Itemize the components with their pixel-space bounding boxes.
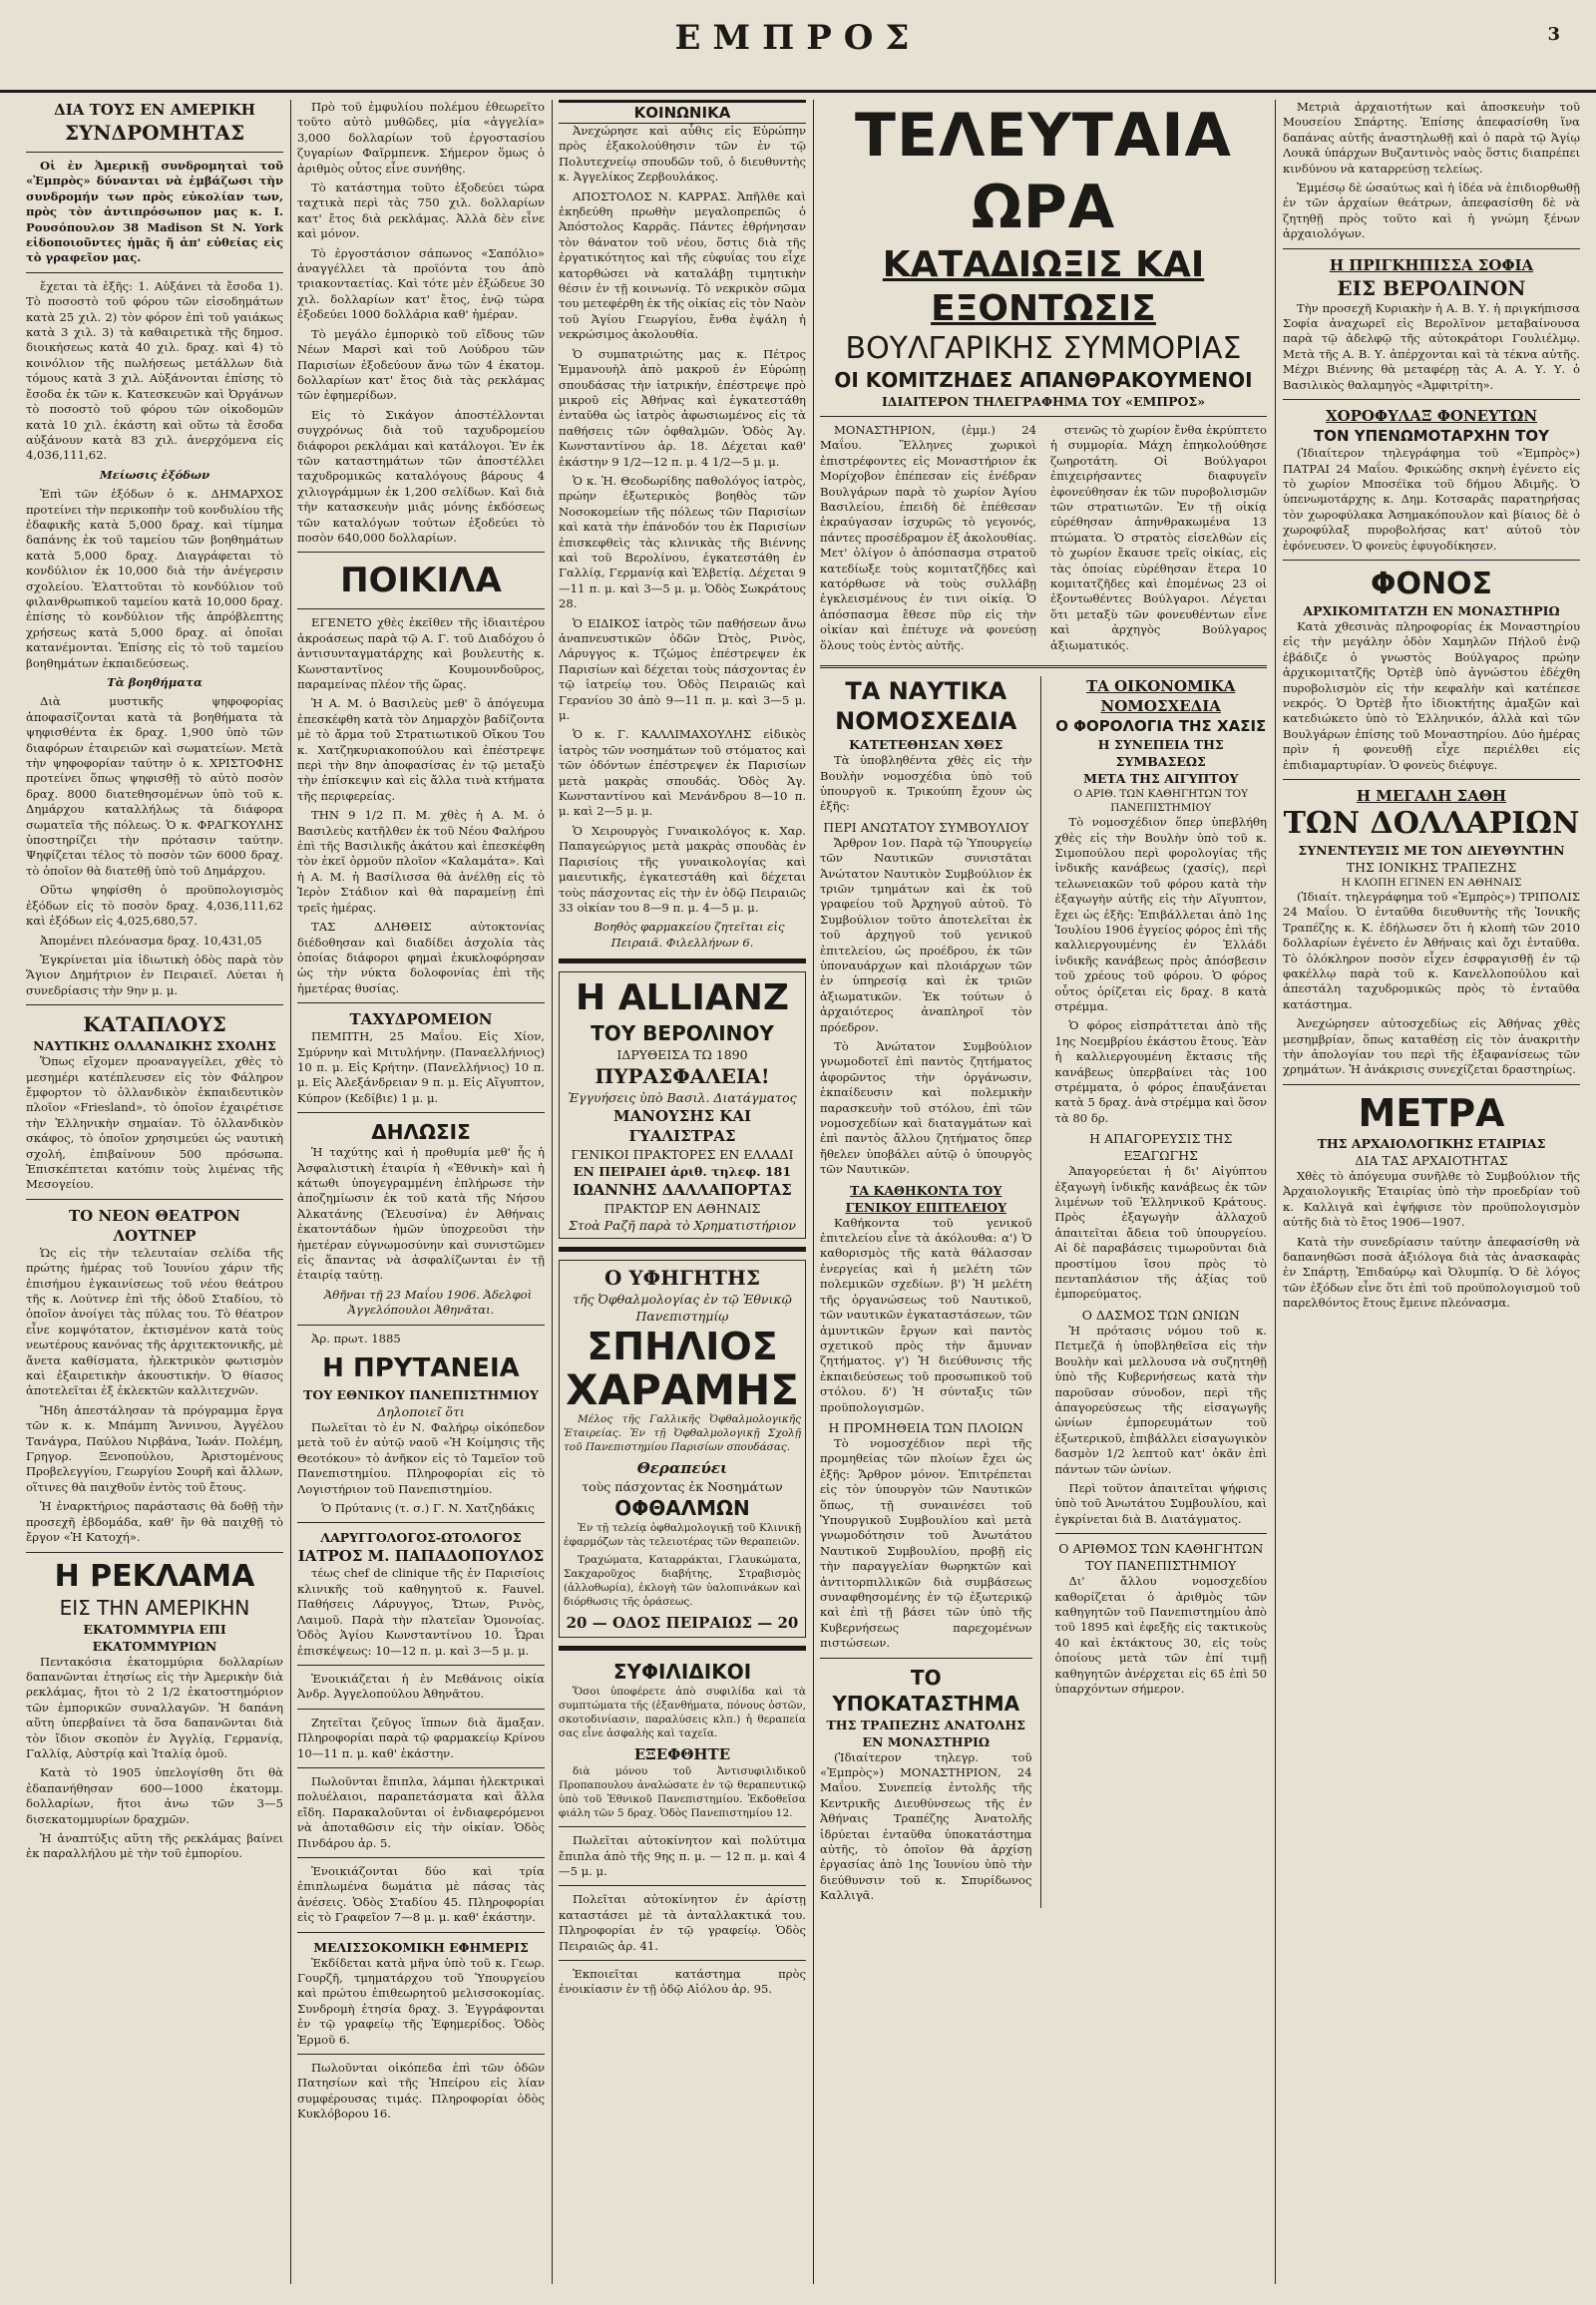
- headline: ΚΑΤΑΔΙΩΞΙΣ ΚΑΙ ΕΞΟΝΤΩΣΙΣ: [882, 244, 1205, 329]
- paragraph: ΤΗΝ 9 1/2 Π. Μ. χθὲς ἡ Α. Μ. ὁ Βασιλεὺς κατῆλθεν ἐκ τοῦ Νέου Φαλήρου ἐπὶ τῆς Βασιλικῆς ἀκάτου καὶ ἐπεσκέφθη τὸν ἐκεῖ ὁρμοῦν πλοῖον «Καλαμάτα». Καὶ ἡ Α. Μ. ἡ Βασίλισσα θὰ ἀνέλθῃ εἰς τὸ Ἱερὸν Στάδιον καὶ θὰ παραμείνῃ ἐπὶ τρεῖς ἡμέρας.: [297, 808, 545, 915]
- paragraph: Οὕτω ψηφίσθη ὁ προϋπολογισμὸς ἐξόδων εἰς τὸ ποσὸν δραχ. 4,036,111,62 καὶ ἐξόδων εἰς 4,025,680,57.: [26, 883, 283, 929]
- newspaper-title: ΕΜΠΡΟΣ: [674, 18, 922, 58]
- ad-headline: Η ALLIANZ: [576, 977, 789, 1019]
- subcolumn-left: [820, 676, 1041, 1908]
- ad-headline: ΙΩΑΝΝΗΣ ΔΑΛΛΑΠΟΡΤΑΣ: [573, 1181, 792, 1200]
- paragraph: Κατὰ τὸ 1905 ὑπελογίσθη ὅτι θὰ ἐδαπανήθησαν 600—1000 ἑκατομμ. δολλαρίων, ἤτοι ἀνω τῶν 3—5 δισεκατομμυρίων δραχμῶν.: [26, 1765, 283, 1826]
- paragraph: Ἡ ταχύτης καὶ ἡ προθυμία μεθ' ἧς ἡ Ἀσφαλιστικὴ ἑταιρία ἡ «Ἐθνικὴ» καὶ ἡ κάτωθι ὑπογεγραμμένη ἐπλήρωσε τὴν ἀποζημίωσιν ἐκ τοῦ κατὰ τῆς Νήσου Ἀλκατάνης (Ἐλευσίνα) ἐν Ἀθήναις ἐκατοντάδων ἡμῶν ὑποχρεοῦσι τὴν ἡμετέραν εὐγνωμοσύνην καὶ συνιστῶμεν εἰς ἅπαντας νὰ ἀσφαλίζωνται ἐν τῇ ἑταιρίᾳ ταύτῃ.: [297, 1145, 545, 1283]
- subheadline: ΤΗΣ ΤΡΑΠΕΖΗΣ ΑΝΑΤΟΛΗΣ ΕΝ ΜΟΝΑΣΤΗΡΙΩ: [826, 1717, 1026, 1749]
- divider: [297, 1522, 545, 1523]
- paragraph: Πεντακόσια ἑκατομμύρια δολλαρίων δαπανῶνται ἐτησίως εἰς τὴν Ἀμερικὴν διὰ ρεκλάμας, ἤτοι τὸ 2 1/2 ἑκατοστημόριον τῶν ἐμπορικῶν συναλλαγῶν. Ἡ δαπάνη αὕτη ὑπερβαίνει τὰ ὅσα δαπανῶνται διὰ τὸν ἴδιον σκοπὸν ἐν Ἀγγλίᾳ, Γερμανίᾳ, Γαλλίᾳ, Αὐστρίᾳ καὶ Ἰταλίᾳ ὁμοῦ.: [26, 1654, 283, 1760]
- ad-headline: ΤΟΥ ΒΕΡΟΛΙΝΟΥ: [591, 1021, 774, 1046]
- subheadline: Η ΣΥΝΕΠΕΙΑ ΤΗΣ ΣΥΜΒΑΣΕΩΣ: [1097, 737, 1224, 770]
- paragraph: ΑΠΟΣΤΟΛΟΣ Ν. ΚΑΡΡΑΣ. Ἀπῆλθε καὶ ἐκηδεύθη πρωθὴν μεγαλοπρεπῶς ὁ Ἀπόστολος Καρρᾶς. Πάντες ἐθρήνησαν τὸν θάνατον τοῦ νέου, ὅστις διὰ τῆς ἐργατικότητος καὶ τῆς εὐφυΐας του εἶχε κατορθώσει νὰ καταλάβῃ τιμητικὴν θέσιν ἐν τῇ κοινωνίᾳ. Τὸ νεκρικὸν σῶμα του μετεφέρθη ἐκ τῆς οἰκίας εἰς τὸν Ναὸν τοῦ Ἁγίου Γεωργίου, ἔνθα ἐψάλη ἡ νεκρώσιμος ἀκολουθία.: [559, 189, 806, 342]
- headline: ΜΕΤΡΑ: [1358, 1090, 1505, 1135]
- divider: [297, 1709, 545, 1710]
- divider: [297, 552, 545, 553]
- subheading: Μείωσις ἐξόδων: [99, 467, 210, 482]
- headline: ΔΙΑ ΤΟΥΣ ΕΝ ΑΜΕΡΙΚΗ: [54, 101, 255, 119]
- paragraph: Πρὸ τοῦ ἐμφυλίου πολέμου ἐθεωρεῖτο τοῦτο αὐτὸ μυθῶδες, μία «ἀγγελία» 3,000 δολλαρίων τοῦ ἐργοστασίου ζυγαρίων Φαῖρμπενκ. Σήμερον ὅμως ὁ ἀριθμὸς οὗτος εἶνε συνήθης.: [297, 100, 545, 176]
- headline: ΚΑΤΑΠΛΟΥΣ: [83, 1012, 226, 1037]
- ad-headline: ΕΞΕΦΘΗΤΕ: [633, 1745, 731, 1764]
- headline: ΤΑ ΝΑΥΤΙΚΑ: [845, 677, 1007, 706]
- masthead-rule: [0, 90, 1596, 93]
- subheadline: Η ΑΠΑΓΟΡΕΥΣΙΣ ΤΗΣ ΕΞΑΓΩΓΗΣ: [1089, 1131, 1233, 1164]
- paragraph: Εἰς τὸ Σικάγον ἀποστέλλονται συγχρόνως διὰ τοῦ ταχυδρομείου διάφοροι ρεκλάμαι καὶ κατάλογοι. Ἐν ἐκ τῶν καταστημάτων τῶν ἀποστέλλει ταχυδρομικῶς καταλόγους βάρους 4 χιλιογράμμων ἐκ 1,200 σελίδων. Καὶ διὰ τὴν κατασκευὴν μιᾶς μόνης ἐκδόσεως τῶν καταλόγων τούτων ἐξοδεύει τὸ ποσὸν 640,000 δολλαρίων.: [297, 407, 545, 545]
- paragraph: Πωλοῦνται οἰκόπεδα ἐπὶ τῶν ὁδῶν Πατησίων καὶ τῆς Ἠπείρου εἰς λίαν συμφέρουσας τιμάς. Πληροφορίαι ὁδὸς Κυκλόβορου 16.: [297, 2061, 545, 2121]
- divider: [297, 1002, 545, 1003]
- paragraph: Ὁ φόρος εἰσπράττεται ἀπὸ τῆς 1ης Νοεμβρίου ἑκάστου ἔτους. Ἐὰν ἡ καλλιεργουμένη ἔκτασις τῆς κανάβεως ὑπερβαίνει τὰς 100 στρέμματα, ὁ φόρος ἐπαυξάνεται κατὰ 5 δραχ. ἀνὰ στρέμμα καὶ ὅσον τὰ 80 δρ.: [1054, 1018, 1267, 1125]
- column-divider: [552, 100, 553, 2284]
- paragraph: Ἀνεχώρησε καὶ αὖθις εἰς Εὐρώπην πρὸς ἐξακολούθησιν τῶν ἐν τῷ Πολυτεχνείῳ σπουδῶν τοῦ, ὁ διευθυντὴς κ. Ἀγγελίκος Ζερβουλάκος.: [559, 124, 806, 185]
- column-1: [26, 100, 283, 2284]
- headline: ΦΟΝΟΣ: [1370, 566, 1493, 601]
- column-2: [297, 100, 545, 2284]
- paragraph: Κατὰ χθεσινὰς πληροφορίας ἐκ Μοναστηρίου εἰς τὴν μεγάλην ὁδὸν Χαμηλῶν Πήλοῦ ἐνῷ ἐβάδιζε ὁ γνωστὸς Βούλγαρος πρώην ἀρχικομιτατζῆς Ὀρτὲβ ὑπὸ ἀγνώστου ἐδέχθη πυροβολισμὸν εἰς τὴν κεφαλὴν καὶ κατέπεσε νεκρός. Ὁ Ὀρτὲβ ἦτο ἰδιοκτήτης ἀμαξῶν καὶ κατεδιώκετο ὑπὸ τὸ Ἑλληνικόν, ἀλλὰ καὶ τῶν Βουλγάρων ἐπίσης τοῦ Μοναστηρίου. Δύο ἡμέρας πρὶν ἡ φονευθῇ εἶχε περιέλθει εἰς ἐπιδιαμαρτυρίαν. Ὁ φονεὺς διέφυγε.: [1283, 618, 1580, 772]
- headline: Η ΡΕΚΛΑΜΑ: [54, 1558, 255, 1594]
- paragraph: στενῶς τὸ χωρίον ἔνθα ἐκρύπτετο ἡ συμμορία. Μάχη ἐπηκολούθησε ζωηροτάτη. Οἱ Βούλγαροι ἐπιχειρήσαντες διαφυγεῖν ἐφονεύθησαν ἐκ τῶν πυροβολισμῶν τῶν στρατιωτῶν. Ἐν τῇ οἰκίᾳ εὑρέθησαν ἀπηνθρακωμένα 13 πτώματα. Ὁ στρατὸς εἰσελθὼν εἰς τὸ χωρίον ἔκαυσε τρεῖς οἰκίας, εἰς τὰς ὁποίας εὑρέθησαν ἕτερα 10 κομιτατζῆδες καὶ ἐπομένως 23 οἱ ἐξοντωθέντες Βούλγαροι. Λέγεται ὅτι μεταξὺ τῶν φονευθέντων εἶνε καὶ ἀρχηγὸς Βούλγαρος ἀξιωματικός.: [1050, 423, 1267, 652]
- subheadline: Ο ΑΡΙΘΜΟΣ ΤΩΝ ΚΑΘΗΓΗΤΩΝ ΤΟΥ ΠΑΝΕΠΙΣΤΗΜΙΟΥ: [1058, 1541, 1264, 1574]
- paragraph: Ἐκδίδεται κατὰ μῆνα ὑπὸ τοῦ κ. Γεωρ. Γουρζῆ, τμηματάρχου τοῦ Ὑπουργείου καὶ πρώτου ἐπιθεωρητοῦ μελισσοκομίας. Συνδρομὴ ἐτησία δραχ. 3. Ἐγγράφονται ἐν τῷ γραφείῳ τῆς Ἐφημερίδος. Ὁδὸς Ἑρμοῦ 6.: [297, 1955, 545, 2047]
- subheadline: ΙΔΙΑΙΤΕΡΟΝ ΤΗΛΕΓΡΑΦΗΜΑ ΤΟΥ «ΕΜΠΡΟΣ»: [881, 394, 1206, 409]
- ad-headline: ΛΑΡΥΓΓΟΛΟΓΟΣ-ΩΤΟΛΟΓΟΣ: [320, 1530, 522, 1546]
- divider: [559, 1885, 806, 1886]
- paragraph: Ἄρθρον 1ον. Παρὰ τῷ Ὑπουργείῳ τῶν Ναυτικῶν συνιστᾶται Ἀνώτατον Ναυτικὸν Συμβούλιον ἐκ τριῶν τμημάτων καὶ ἐκ τοῦ γραφείου τοῦ Ἀρχηγοῦ αὐτοῦ. Τὸ Συμβούλιον τοῦτο ἀποτελεῖται ἐκ τοῦ ἀρχηγοῦ τοῦ γενικοῦ ἐπιτελείου, ὡς προέδρου, ἐκ τῶν ὑποναυάρχων καὶ πλοιάρχων τῶν ἐν ὑπηρεσίᾳ καὶ ἐκ τριῶν ἀξιωματικῶν. Ἐκ τούτων ὁ ἀρχαιότερος ἀναπληροῖ τὸν πρόεδρον.: [820, 835, 1032, 1034]
- ad-line: ΕΝ ΠΕΙΡΑΙΕΙ ἀριθ. τηλεφ. 181: [573, 1164, 792, 1180]
- column-5: [1283, 100, 1580, 2284]
- paragraph: ΠΕΜΠΤΗ, 25 Μαΐου. Εἰς Χίον, Σμύρνην καὶ Μιτυλήνην. (Παναελλήνιος) 10 π. μ. Εἰς Κρήτην. (Πανελλήνιος) 10 π. μ. Εἰς Ἀλεξάνδρειαν 9 π. μ. Εἰς Αἴγυπτον, Κύπρον (Κεδίβιε) 1 μ. μ.: [297, 1029, 545, 1105]
- headline: ΤΑ ΟΙΚΟΝΟΜΙΚΑ ΝΟΜΟΣΧΕΔΙΑ: [1086, 677, 1236, 716]
- signature: Ἀθῆναι τῇ 23 Μαΐου 1906. Ἀδελφοὶ Ἀγγελόπουλοι Ἀθηνᾶται.: [323, 1287, 533, 1318]
- divider: [559, 1960, 806, 1961]
- paragraph: Τὸ νομοσχέδιον ὅπερ ὑπεβλήθη χθὲς εἰς τὴν Βουλὴν ὑπὸ τοῦ κ. Σιμοπούλου περὶ φορολογίας τῆς ἰνδικῆς κανάβεως (χασίς), περὶ τελωνειακῶν τοῦ φόρου κατὰ τὴν ἐξαγωγὴν αὐτῆς εἰς τὴν Αἴγυπτον, ἔχει ὡς ἑξῆς: Ἐπιβάλλεται ἀπὸ 1ης Ἰουλίου 1906 ἐγγείος φόρος ἐπὶ τῆς καλλιεργουμένης ἐν Ἑλλάδι ἰνδικῆς κανάβεως πρὸς ἀπόσβεσιν τοῦ χρέους τοῦ φόρου. Ὁ φόρος οὗτος ὁρίζεται εἰς δραχ. 8 κατὰ στρέμμα.: [1054, 815, 1267, 1013]
- subheadline: ΚΑΤΕΤΕΘΗΣΑΝ ΧΘΕΣ: [849, 737, 1003, 753]
- headline: Η ΠΡΙΓΚΗΠΙΣΣΑ ΣΟΦΙΑ: [1329, 255, 1534, 274]
- paragraph: Ἡ ἀναπτύξις αὕτη τῆς ρεκλάμας βαίνει ἐκ παραλλήλου μὲ τὴν τοῦ ἐμπορίου.: [26, 1830, 283, 1861]
- divider: [1283, 1084, 1580, 1085]
- paragraph: Ἀπομένει πλεόνασμα δραχ. 10,431,05: [40, 933, 262, 948]
- allianz-ad: [559, 971, 806, 1239]
- divider: [559, 1646, 806, 1651]
- ad-headline: ΧΑΡΑΜΗΣ: [566, 1365, 799, 1415]
- paragraph: Πολεῖται αὐτοκίνητον ἐν ἀρίστῃ καταστάσει μὲ τὰ ἀνταλλακτικά του. Πληροφορίαι ἐν τῷ γραφείῳ. Ὁδὸς Πειραιῶς ἀρ. 41.: [559, 1892, 806, 1953]
- ophthalmologist-ad: [559, 1260, 806, 1638]
- subcolumns: [820, 676, 1267, 1908]
- paragraph: ΤΑΣ ΔΛΗΘΕΙΣ αὐτοκτονίας διέδοθησαν καὶ διαδίδει ἀσχολία τὰς ὁποίας διάφοροι φημαὶ ἐκυκλοφόρησαν ὡς τὴν νύκτα δολοφονίας ἐπὶ τῆς ἡμετέρας θυσίας.: [297, 920, 545, 995]
- divider: [1283, 560, 1580, 561]
- paragraph: Ὡς εἰς τὴν τελευταίαν σελίδα τῆς πρώτης ἡμέρας τοῦ Ἰουνίου χάριν τῆς ἐπισήμου ἐγκαινίσεως τοῦ νέου θεάτρου τῆς κ. Λούτνερ ἐπὶ τῆς ὁδοῦ Σταδίου, τὸ ὁποῖον ἀνοίγει τὰς πύλας του. Τὸ θέατρον εἶνε κομψότατον, ἐκτισμένον κατὰ τοὺς νεωτέρους κανόνας τῆς ἀρχιτεκτονικῆς, μὲ ἄνετα καθίσματα, ἠλεκτρικὸν φωτισμὸν καὶ ἐξαιρετικὴν ἀκουστικήν. Ὁ θίασος ἀποτελεῖται ἐξ ἐκλεκτῶν καλλιτεχνῶν.: [26, 1245, 283, 1398]
- ad-headline: Ο ΥΦΗΓΗΤΗΣ: [604, 1266, 760, 1291]
- ad-line: Στοὰ Ραζῆ παρὰ τὸ Χρηματιστήριον: [568, 1218, 797, 1234]
- divider: [820, 665, 1267, 668]
- paragraph: Ἀπαγορεύεται ἡ δι' Αἰγύπτου ἐξαγωγὴ ἰνδικῆς κανάβεως ἐκ τῶν λιμένων τοῦ Ἑλληνικοῦ Κράτους. Πρὸς ἐξαγωγὴν ἀλλαχοῦ ἀπαιτεῖται ἄδεια τοῦ ὑπουργείου. Αἱ δὲ παραβάσεις τιμωροῦνται διὰ προστίμου ἴσου πρὸς τὸ πενταπλάσιον τῆς ἀξίας τοῦ ἐμπορεύματος.: [1054, 1164, 1267, 1302]
- paragraph: Ἤδη ἀπεστάλησαν τὰ πρόγραμμα ἔργα τῶν κ. κ. Μπάμπη Ἄννινου, Ἀγγέλου Τανάγρα, Παύλου Νιρβάνα, Ἰωάν. Πολέμη, Γρηγορ. Ξενοπούλου, Ἀριστομένους Προβελεγγίου, Γεωργίου Σουρῆ καὶ ἄλλων, οἵτινες θὰ παιχθοῦν ἐντὸς τοῦ ἔτους.: [26, 1402, 283, 1494]
- headline: ΧΟΡΟΦΥΛΑΞ ΦΟΝΕΥΤΩΝ: [1325, 407, 1538, 426]
- paragraph: Καθήκοντα τοῦ γενικοῦ ἐπιτελείου εἶνε τὰ ἀκόλουθα: α') Ὁ καθορισμὸς τῆς κατὰ θάλασσαν ἐνεργείας καὶ ἡ μελέτη τῶν πολεμικῶν σχεδίων. β') Ἡ μελέτη τῆς ὀργανώσεως τοῦ Ναυτικοῦ, τῶν ναυτικῶν ἐγκαταστάσεων, τῶν ἀμυντικῶν ἔργων καὶ παντὸς σχετικοῦ πρὸς τὴν ἄμυναν ζητήματος. γ') Ἡ διεύθυνσις τῆς ἐκπαιδεύσεως τοῦ προσωπικοῦ τοῦ στόλου. δ') Ἡ σύνταξις τῶν προϋπολογισμῶν.: [820, 1215, 1032, 1414]
- paragraph: Χθὲς τὸ ἀπόγευμα συνῆλθε τὸ Συμβούλιον τῆς Ἀρχαιολογικῆς Ἑταιρίας ὑπὸ τὴν προεδρίαν τοῦ κ. Καλλιγᾶ καὶ ἐψήφισε τὸν προϋπολογισμὸν αὐτῆς διὰ τὸ ἔτος 1906—1907.: [1283, 1168, 1580, 1230]
- divider: [26, 1199, 283, 1200]
- paragraph: ἔχεται τὰ ἑξῆς: 1. Αὐξάνει τὰ ἔσοδα 1). Τὸ ποσοστὸ τοῦ φόρου τῶν εἰσοδημάτων κατὰ 25 χιλ. 2) τὸν φόρον ἐπὶ τοῦ γαιάκως κατὰ 3 χιλ. 3) τὰ καθαιρετικὰ τῆς δημοσ. διοικήσεως κατὰ 40 χιλ. δραχ. καὶ 4) τὸ κοινόλιον τῆς πωλήσεως μετάλλων διὰ τόμους κατὰ 3 χιλ. Αὐξάνονται ἐπίσης τὸ ἔσοδα ἐκ τῶν κ. Κατεσκευῶν καὶ Ὀργάνων τὸ ποσοστὸ τοῦ φόρου τῶν οἰκοδομῶν κατὰ 10 χιλ. ἐκάστη καὶ οὕτω τὰ ἔσοδα αὐξάνουν κατὰ 83 χιλ. ἀνερχόμενα εἰς 4,036,111,62.: [26, 278, 283, 463]
- paragraph: Πωλεῖται τὸ ἐν Ν. Φαλήρῳ οἰκόπεδον μετὰ τοῦ ἐν αὐτῷ ναοῦ «Ἡ Κοίμησις τῆς Θεοτόκου» τὸ ἀνῆκον εἰς τὸ Ταμεῖον τοῦ Πανεπιστημίου. Πληροφορίαι εἰς τὸ Λογιστήριον τοῦ Πανεπιστημίου.: [297, 1420, 545, 1496]
- column-divider: [290, 100, 291, 2284]
- divider: [297, 2054, 545, 2055]
- ad-line: διὰ μόνου τοῦ Ἀντισυφιλιδικοῦ Προπαπουλου ἀναλώσατε ἐν τῷ θεραπευτικῷ ὑπὸ τοῦ Ἐθνικοῦ Πανεπιστημίου. Ἐκδοθεῖσα φιάλη τῶν 5 δραχ. Ὁδὸς Πανεπιστημίου 12.: [559, 1765, 806, 1820]
- paragraph: Βοηθὸς φαρμακείου ζητεῖται εἰς Πειραιᾶ. Φιλελλήνων 6.: [594, 920, 785, 950]
- ad-line: ΓΕΝΙΚΟΙ ΠΡΑΚΤΟΡΕΣ ΕΝ ΕΛΛΑΔΙ: [571, 1147, 794, 1163]
- divider: [26, 1552, 283, 1553]
- paragraph: Ἐγκρίνεται μία ἰδιωτικὴ ὁδὸς παρὰ τὸν Ἅγιον Δημήτριον ἐν Πειραιεῖ. Λύεται ἡ συνεδρίασις τὴν 9ην μ. μ.: [26, 952, 283, 997]
- signature: Ὁ Πρύτανις (τ. σ.) Γ. Ν. Χατζηδάκις: [321, 1501, 535, 1516]
- ad-headline: Θεραπεύει: [636, 1459, 728, 1478]
- paragraph: Πωλοῦνται ἔπιπλα, λάμπαι ἠλεκτρικαὶ πολυέλαιοι, παραπετάσματα καὶ ἄλλα εἴδη. Παρακαλοῦνται οἱ ἐνδιαφερόμενοι νὰ ἀποταθῶσιν εἰς τὴν οἰκίαν. Ὁδὸς Πινδάρου ἀρ. 5.: [297, 1773, 545, 1850]
- headline: ΤΟΝ ΥΠΕΝΩΜΟΤΑΡΧΗΝ ΤΟΥ: [1314, 427, 1549, 446]
- subheadline: ΜΕΤΑ ΤΗΣ ΑΙΓΥΠΤΟΥ: [1083, 771, 1239, 787]
- divider: [1283, 248, 1580, 249]
- divider: [297, 1932, 545, 1933]
- subheadline: ΤΑ ΚΑΘΗΚΟΝΤΑ ΤΟΥ ΓΕΝΙΚΟΥ ΕΠΙΤΕΛΕΙΟΥ: [845, 1182, 1007, 1215]
- column-divider: [1275, 100, 1276, 2284]
- subheadline: ΠΕΡΙ ΑΝΩΤΑΤΟΥ ΣΥΜΒΟΥΛΙΟΥ: [823, 819, 1029, 835]
- ad-line: ΠΡΑΚΤΩΡ ΕΝ ΑΘΗΝΑΙΣ: [603, 1201, 761, 1217]
- divider: [820, 1658, 1032, 1659]
- ad-line: τοὺς πάσχοντας ἐκ Νοσημάτων: [582, 1479, 783, 1495]
- section-header: ΚΟΙΝΩΝΙΚΑ: [559, 100, 806, 124]
- ad-line: Ὅσοι ὑποφέρετε ἀπὸ συφιλίδα καὶ τὰ συμπτώματα τῆς (ἐξανθήματα, πόνους ὀστῶν, σκοτοδινίασιν, παραλύσεις κλπ.) ἡ θεραπεία σας εἶνε ἀσφαλὴς καὶ ταχεῖα.: [559, 1686, 806, 1740]
- subheadline: ΤΗΣ ΑΡΧΑΙΟΛΟΓΙΚΗΣ ΕΤΑΙΡΙΑΣ: [1317, 1135, 1546, 1151]
- paragraph: Τὸ κατάστημα τοῦτο ἐξοδεύει τώρα ταχτικὰ περὶ τὰς 750 χιλ. δολλαρίων κατ' ἔτος διὰ ρεκλάμας. Ἀλλὰ δὲν εἶνε καὶ μόνον.: [297, 181, 545, 241]
- paragraph: Ἡ Α. Μ. ὁ Βασιλεὺς μεθ' ὃ ἀπόγευμα ἐπεσκέφθη κατὰ τὸν Δημαρχὸν βαδίζοντα μὲ τὸ ἄρμα τοῦ Στρατιωτικοῦ Οἴκου Του κ. Χατζηκυριακοπούλου καὶ ἐπέστρεψε περὶ τὴν 8ην ἀποφασίσας ἐν τῷ μεταξὺ τὴν ἐπίσκεψιν καὶ εἰς ἄλλα τινὰ κτήματα τῆς περιφερείας.: [297, 696, 545, 803]
- divider: [820, 416, 1267, 417]
- subheadline: Δηλοποιεῖ ὅτι: [377, 1404, 465, 1420]
- ad-headline: ΜΑΝΟΥΣΗΣ ΚΑΙ ΓΥΑΛΙΣΤΡΑΣ: [612, 1107, 752, 1146]
- divider: [297, 1665, 545, 1666]
- headline: ΔΗΛΩΣΙΣ: [371, 1120, 471, 1145]
- paragraph: Ὁ συμπατριώτης μας κ. Πέτρος Ἐμμανουὴλ ἀπὸ μακροῦ ἐν Εὐρώπῃ σπουδάσας τὴν ἰατρικήν, ἐπέστρεψε πρὸ μικροῦ εἰς Ἀθήνας καὶ ἐγκατεστάθη ἐνταῦθα ὡς ἰατρὸς ἀφωσιωμένος εἰς τὰ παθήσεις τῶν ὀφθαλμῶν. Ὁδὸς Ἁγ. Κωνσταντίνου ἀρ. 18. Δέχεται καθ' ἑκάστην 9 1/2—12 π. μ. 4 1/2—5 μ. μ.: [559, 346, 806, 469]
- subheading: Τὰ βοηθήματα: [107, 675, 202, 689]
- divider: [26, 1004, 283, 1005]
- divider: [26, 272, 283, 273]
- column-4: [820, 100, 1267, 2284]
- divider: [1055, 1533, 1268, 1534]
- subheadline: Η ΚΛΟΠΗ ΕΓΙΝΕΝ ΕΝ ΑΘΗΝΑΙΣ: [1341, 877, 1522, 889]
- paragraph: Ὁ Χειρουργὸς Γυναικολόγος κ. Χαρ. Παπαγεώργιος μετὰ μακρὰς σπουδὰς ἐν Παρισίοις τῆς γυναικολογίας καὶ μαιευτικῆς, ἐγκατεστάθη καὶ δέχεται τοὺς πάσχοντας εἰς τὴν ἐν ὁδῷ Πειραιῶς 33 οἰκίαν του 8—9 π. μ. 4—5 μ. μ.: [559, 823, 806, 915]
- headline: Ο ΦΟΡΟΛΟΓΙΑ ΤΗΣ ΧΑΣΙΣ: [1055, 717, 1267, 736]
- main-headline: ΤΕΛΕΥΤΑΙΑ ΩΡΑ: [855, 101, 1232, 242]
- headline: ΤΟ ΝΕΟΝ ΘΕΑΤΡΟΝ ΛΟΥΤΝΕΡ: [69, 1206, 240, 1245]
- ad-line: τῆς Ὀφθαλμολογίας ἐν τῷ Ἐθνικῷ Πανεπιστημίῳ: [573, 1292, 792, 1325]
- lead-story: [820, 423, 1267, 657]
- ad-line: Τραχώματα, Καταρράκται, Γλαυκώματα, Σακχαροῦχος διαβήτης, Στραβισμὸς (ἀλλοθωρία), ἐκλογὴ τῶν ὑαλοπινάκων καὶ διόρθωσις τῆς ὁράσεως.: [564, 1554, 801, 1609]
- paragraph: Ἐνοικιάζονται δύο καὶ τρία ἐπιπλωμένα δωμάτια μὲ πάσας τὰς ἀνέσεις. Ὁδὸς Σταδίου 45. Πληροφορίαι εἰς τὸ Γραφεῖον 7—8 μ. μ. καθ' ἑκάστην.: [297, 1863, 545, 1925]
- ad-subheadline: ΙΔΡΥΘΕΙΣΑ ΤΩ 1890: [616, 1047, 748, 1063]
- paragraph: Τὴν προσεχῆ Κυριακὴν ἡ Α. Β. Υ. ἡ πριγκήπισσα Σοφία ἀναχωρεῖ εἰς Βερολῖνον μεταβαίνουσα παρὰ τῷ ἀδελφῷ τῆς αὐτοκράτορι Γουλιέλμῳ. Μετὰ τῆς Α. Β. Υ. ἀπέρχονται καὶ τὰ τέκνα αὐτῆς. Μέχρι Βιέννης θὰ μεταφέρῃ τὰς Α. Α. Υ. Υ. ὁ Βασιλικὸς θαλαμηγὸς «Ἀμφιτρίτη».: [1283, 300, 1580, 392]
- divider: [297, 1767, 545, 1768]
- paragraph: ΕΓΕΝΕΤΟ χθὲς ἐκεῖθεν τῆς ἰδιαιτέρου ἀκροάσεως παρὰ τῷ Α. Γ. τοῦ Διαδόχου ὁ ἀντισυνταγματάρχης καὶ βουλευτὴς κ. Κωνσταντῖνος Κουμουνδοῦρος, παραμείνας πλέον τῆς ὥρας.: [297, 615, 545, 691]
- paragraph: Ἡ πρότασις νόμου τοῦ κ. Πετμεζᾶ ἡ ὑποβληθεῖσα εἰς τὴν Βουλὴν καὶ μελλουσα νὰ συζητηθῇ ὑπὸ τῆς Κυβερνήσεως κατὰ τὴν παροῦσαν σύνοδον, περὶ τῆς ἀπαγορεύσεως τῆς εἰσαγωγῆς ὠνίων ἐμπορευμάτων τοῦ ἐξωτερικοῦ, ἐπιβάλλει εἰσαγωγικὸν δασμὸν 1/2 λεπτοῦ κατ' ὀκᾶν ἐπὶ πάντων τῶν ὠνίων.: [1054, 1323, 1267, 1476]
- subheadline: Ο ΔΑΣΜΟΣ ΤΩΝ ΩΝΙΩΝ: [1081, 1307, 1240, 1323]
- paragraph: Ἐκποιεῖται κατάστημα πρὸς ἐνοικίασιν ἐν τῇ ὁδῷ Αἰόλου ἀρ. 95.: [559, 1966, 806, 1997]
- paragraph: (Ἰδιαίτερον τηλεγρ. τοῦ «Ἐμπρὸς») ΜΟΝΑΣΤΗΡΙΟΝ, 24 Μαΐου. Συνεπείᾳ ἐντολῆς τῆς Κεντρικῆς Διευθύνσεως τῆς ἐν Ἀθήναις Τραπέζης Ἀνατολῆς ἱδρύεται ἐνταῦθα ὑποκατάστημα αὐτῆς, τὸ ὁποῖον θὰ ἀρχίσῃ ἐργασίας ἀπὸ 1ης Ἰουνίου ὑπὸ τὴν διεύθυνσιν τοῦ κ. Σπυρίδωνος Καλλιγᾶ.: [820, 1749, 1032, 1903]
- paragraph: Μετριὰ ἀρχαιοτήτων καὶ ἀποσκευὴν τοῦ Μουσείου Σπάρτης. Ἐπίσης ἀπεφασίσθη ἵνα δαπάνας αὐτῆς ἀναστηλωθῇ καὶ ὁ παρὰ τῷ Ἁγίῳ Λουκᾶ ὑπάρχων Βυζαντινὸς ναὸς ὅστις διαπρέπει κινδύνου νὰ καταρρεύσῃ τελείως.: [1283, 100, 1580, 176]
- paragraph: Πωλεῖται αὐτοκίνητον καὶ πολύτιμα ἔπιπλα ἀπὸ τῆς 9ης π. μ. — 12 π. μ. καὶ 4—5 μ. μ.: [559, 1833, 806, 1878]
- paragraph: Ὁ ΕΙΔΙΚΟΣ ἰατρὸς τῶν παθήσεων ἄνω ἀναπνευστικῶν ὁδῶν Ὠτὸς, Ρινὸς, Λάρυγγος κ. Τζώμος ἐπέστρεψεν ἐκ Παρισίων καὶ δέχεται τοὺς πάσχοντας ἐν τῷ ἰατρείῳ του. Ὁδὸς Πειραιῶς καὶ Γερανίου 30 ἀπὸ 9—11 π. μ. καὶ 3—5 μ. μ.: [559, 615, 806, 723]
- headline: ΕΙΣ ΤΗΝ ΑΜΕΡΙΚΗΝ: [59, 1595, 250, 1620]
- paragraph: Ἐπὶ τῶν ἐξόδων ὁ κ. ΔΗΜΑΡΧΟΣ προτείνει τὴν περικοπὴν τοῦ κονδυλίου τῆς ἐδαφικῆς κατὰ 5,000 δραχ. καὶ τίμημα δαπάνης ἐκ τοῦ ταμείου τῶν βοηθημάτων κατὰ 5,000 δραχ. Διαγράφεται τὸ κονδύλιον ἐκ 10,000 διὰ τὴν ἀνέγερσιν σχολείου. Ἐλαττοῦται τὸ κονδύλιον τοῦ φιλανθρωπικοῦ ταμείου κατὰ 10,000 δραχ. ἐπίσης τὸ κονδύλιον τῆς ἀπρόβλεπτης χρήσεως κατὰ 5,000 δραχ. αἱ ὁποῖαι κατανέμονται. Ἐπίσης εἰς τὸ τοῦ ταμείου βοηθημάτων ἐκπαιδεύσεως.: [26, 487, 283, 670]
- ad-line: Ἐγγυήσεις ὑπὸ Βασιλ. Διατάγματος: [568, 1090, 797, 1106]
- headline: ΕΙΣ ΒΕΡΟΛΙΝΟΝ: [1337, 275, 1526, 300]
- divider: [559, 1826, 806, 1827]
- headline: ΒΟΥΛΓΑΡΙΚΗΣ ΣΥΜΜΟΡΙΑΣ: [845, 331, 1242, 366]
- paragraph: Τὰ ὑποβληθέντα χθὲς εἰς τὴν Βουλὴν νομοσχέδια ὑπὸ τοῦ ὑπουργοῦ κ. Τρικούπη ἔχουν ὡς ἑξῆς:: [820, 753, 1032, 814]
- paragraph: Τὸ Ἀνώτατον Συμβούλιον γνωμοδοτεῖ ἐπὶ παντὸς ζητήματος ἀφορῶντος τὴν ὀργάνωσιν, ἐκπαίδευσιν καὶ πολεμικὴν παρασκευὴν τοῦ στόλου, ἐπὶ τῶν νομοσχεδίων καὶ διαταγμάτων καὶ ἐπὶ παντὸς ἄλλου ζητήματος ὅπερ ἤθελεν ὑποβάλει αὐτῷ ὁ ὑπουργὸς τῶν Ναυτικῶν.: [820, 1039, 1032, 1177]
- paragraph: Ζητεῖται ζεῦγος ἵππων διὰ ἅμαξαν. Πληροφορίαι παρὰ τῷ φαρμακείῳ Κρίνου 10—11 π. μ. καθ' ἑκάστην.: [297, 1715, 545, 1760]
- headline: ΤΟ ΥΠΟΚΑΤΑΣΤΗΜΑ: [832, 1665, 1020, 1716]
- headline: ΣΥΝΔΡΟΜΗΤΑΣ: [64, 121, 245, 145]
- paragraph: (Ἰδιαίτ. τηλεγράφημα τοῦ «Ἐμπρὸς») ΤΡΙΠΟΛΙΣ 24 Μαΐου. Ὁ ἐνταῦθα διευθυντὴς τῆς Ἰονικῆς Τραπέζης κ. Κ. ἐδήλωσεν ὅτι ἡ κλοπὴ τῶν 2010 δολλαρίων ἐγένετο ἐν Ἀθήναις καὶ ὄχι ἐνταῦθα. Τὸ ὁλόκληρον ποσὸν εἶχεν ἐσφραγισθῇ ἐν τῷ φακέλλῳ παρὰ τοῦ κ. Κανελλοπούλου καὶ ἀπεστάλη ταχυδρομικῶς πρὸς τὸ ἐνταῦθα κατάστημα.: [1283, 890, 1580, 1011]
- paragraph: Περὶ τοῦτον ἀπαιτεῖται ψήφισις ὑπὸ τοῦ Ἀνωτάτου Συμβουλίου, καὶ ἐγκρίνεται διὰ Β. Διατάγματος.: [1054, 1480, 1267, 1526]
- paragraph: Διὰ μυστικῆς ψηφοφορίας ἀποφασίζονται κατὰ τὰ βοηθήματα τὰ ψηφισθέντα ἐκ δραχ. 1,900 ὑπὸ τῶν διαφόρων ἑταιρειῶν καὶ σωματείων. Μετὰ τὴν ψηφοφορίαν ταύτην ὁ κ. ΧΡΙΣΤΟΦΗΣ προτείνει ὅπως ψηφισθῇ τὸ αὐτὸ ποσὸν δραχ. 8000 διατεθησομένων ὑπὸ τοῦ κ. Δημάρχου καταλλήλως τὰ διάφορα σωματεῖα τῆς πόλεως. Ὁ κ. ΦΡΑΓΚΟΥΛΗΣ ὑποστηρίζει τὴν πρότασιν ταύτην. Ψηφίζεται τέλος τὸ ποσὸν τῶν 6000 δραχ. τὸ ὁποῖον θὰ διατεθῇ ὑπὸ τοῦ Δημάρχου.: [26, 694, 283, 878]
- paragraph: Ἐνοικιάζεται ἡ ἐν Μεθάνοις οἰκία Ἀνδρ. Ἀγγελοπούλου Ἀθηνᾶτου.: [297, 1671, 545, 1702]
- headline: ΠΟΙΚΙΛΑ: [340, 561, 502, 601]
- masthead: [0, 0, 1596, 70]
- ad-headline: ΠΥΡΑΣΦΑΛΕΙΑ!: [595, 1064, 770, 1089]
- column-3: [559, 100, 806, 2284]
- paragraph: Δι' ἄλλου νομοσχεδίου καθορίζεται ὁ ἀριθμὸς τῶν καθηγητῶν τοῦ Πανεπιστημίου ἀπὸ τοῦ 1895 καὶ ἐφεξῆς εἰς τακτικοὺς 40 καὶ ἐκτάκτους 30, εἰς τοὺς ὁποίους μετὰ τῶν ἐπί τιμῇ καθηγητῶν ἀνέρχεται εἰς 65 ἐπὶ 50 ὑπαρχόντων σήμερον.: [1054, 1574, 1267, 1696]
- page-number: 3: [1547, 24, 1560, 45]
- divider: [297, 1325, 545, 1326]
- paragraph: Τὸ ἐργοστάσιον σάπωνος «Σαπόλιο» ἀναγγέλλει τὰ προϊόντα του ἀπὸ τριακονταετίας. Καὶ τότε μὲν ἐξώδευε 30 χιλ. δολλαρίων κατ' ἔτος, ἐνῷ τώρα ἐξοδεύει 1000 δολλάρια καθ' ἡμέραν.: [297, 245, 545, 322]
- divider: [297, 1857, 545, 1858]
- headline: Η ΠΡΥΤΑΝΕΙΑ: [322, 1353, 520, 1384]
- subheadline: ΤΗΣ ΙΟΝΙΚΗΣ ΤΡΑΠΕΖΗΣ: [1346, 860, 1517, 875]
- ad-headline: ΙΑΤΡΟΣ Μ. ΠΑΠΑΔΟΠΟΥΛΟΣ: [297, 1547, 545, 1566]
- subheadline: Η ΠΡΟΜΗΘΕΙΑ ΤΩΝ ΠΛΟΙΩΝ: [828, 1419, 1023, 1435]
- paragraph: Ὁ κ. Ἠ. Θεοδωρίδης παθολόγος ἰατρὸς, πρώην ἐξωτερικὸς βοηθὸς τῶν Νοσοκομείων τῆς πόλεως τῶν Παρισίων καὶ κατὰ τὴν ἐπάνοδόν του ἐκ Παρισίων ἐπισκεφθεὶς τὰς κλινικὰς τῆς Βιέννης καὶ τοῦ Βερολίνου, ἐγκατεστάθη ἐν Γαλλίᾳ, Γερμανίᾳ καὶ Ἑλβετίᾳ. Δέχεται 9—11 π. μ. καὶ 3—5 μ. μ. Ὁδὸς Σωκράτους 28.: [559, 473, 806, 611]
- headline: Η ΜΕΓΑΛΗ ΣΑΘΗ: [1356, 787, 1507, 805]
- paragraph: Ἐμμέσῳ δὲ ὡσαύτως καὶ ἡ ἰδέα νὰ ἐπιδιορθωθῇ ἐν τῶν ἀρχαίων θεάτρων, ἀπεφασίσθη δὲ νὰ ζητηθῇ πρὸς τοῦτο καὶ ἡ γνώμη ξένων ἀρχαιολόγων.: [1283, 181, 1580, 241]
- subheadline: ΣΥΝΕΝΤΕΥΞΙΣ ΜΕ ΤΟΝ ΔΙΕΥΘΥΝΤΗΝ: [1298, 843, 1565, 858]
- subheadline: ΑΡΧΙΚΟΜΙΤΑΤΖΗ ΕΝ ΜΟΝΑΣΤΗΡΙΩ: [1303, 602, 1560, 618]
- subheadline: ΔΙΑ ΤΑΣ ΑΡΧΑΙΟΤΗΤΑΣ: [1355, 1152, 1508, 1168]
- paragraph: Κατὰ τὴν συνεδρίασιν ταύτην ἀπεφασίσθη νὰ δαπανηθῶσι ποσὰ ἀξιόλογα διὰ τὰς ἀνασκαφὰς ἐν Σπάρτῃ, Ἐπιδαύρῳ καὶ Ὀλυμπίᾳ. Ὁ δὲ λόγος τῶν ἐξόδων εἶνε ὅτι ἐπὶ τοῦ προϋπολογισμοῦ τοῦ παρελθόντος ἔτους ἔμεινε πλεόνασμα.: [1283, 1234, 1580, 1311]
- paragraph: Τὸ μεγάλο ἐμπορικὸ τοῦ εἴδους τῶν Νέων Μαρσὶ καὶ τοῦ Λούδρου τῶν Παρισίων ἐξοδεύουν ἄνω τῶν 4 ἑκατομ. δολλαρίων κατ' ἔτος διὰ τὰς ρεκλάμας τῶν ἐφημερίδων.: [297, 326, 545, 403]
- ad-headline: 20 — ΟΔΟΣ ΠΕΙΡΑΙΩΣ — 20: [566, 1614, 799, 1633]
- column-divider: [813, 100, 814, 2284]
- paragraph: τέως chef de clinique τῆς ἐν Παρισίοις κλινικῆς τοῦ καθηγητοῦ κ. Fauvel. Παθήσεις Λάρυγγος, Ὤτων, Ρινὸς, Λαιμοῦ. Παρὰ τὴν πλατεῖαν Ὁμονοίας. Ὁδὸς Ἁγίου Κωνσταντίνου 10. Ὧραι ἐπισκέψεως: 10—12 π. μ. καὶ 3—5 μ. μ.: [297, 1566, 545, 1658]
- reference-number: Ἀρ. πρωτ. 1885: [311, 1331, 401, 1345]
- paragraph: Ἡ ἐναρκτήριος παράστασις θὰ δοθῇ τὴν προσεχῆ ἑβδομάδα, καθ' ἣν θὰ παιχθῇ τὸ ἔργον «Ἡ Κατοχή».: [26, 1499, 283, 1545]
- divider: [559, 959, 806, 963]
- divider: [297, 1112, 545, 1113]
- ad-headline: ΣΠΗΛΙΟΣ: [587, 1325, 778, 1369]
- paragraph: ΜΟΝΑΣΤΗΡΙΟΝ, (ἐμμ.) 24 Μαΐου. Ἕλληνες χωρικοὶ ἐπιστρέφοντες εἰς Μοναστήριον ἐκ Μορίχοβον ἐπέπεσαν εἰς ἐνέδραν Βουλγάρων παρὰ τὸ χωρίον Ἀγίου Βασιλείου, ἐπειδὴ δὲ ἐπέθεσαν ἐκραύγασαν ἰσχυρῶς τὸ γεγονός, πάντες προσέδραμον ἐξ ἀκολουθίας. Μετ' ὀλίγον ὁ ἀπόσπασμα στρατοῦ κατεδίωξε τοὺς κομιτατζῆδες καὶ κατόρθωσε νὰ τοὺς συλλάβῃ ἐγκλεισμένους ἐν τινι οἰκίᾳ. Ὁ ἀπόσπασμα ἔθεσε πῦρ εἰς τὴν οἰκίαν καὶ ἐπέτυχε νὰ φονεύσῃ ὅλους τοὺς ἐντὸς αὐτῆς.: [820, 423, 1036, 652]
- headline: ΤΩΝ ΔΟΛΛΑΡΙΩΝ: [1283, 806, 1580, 841]
- subheadline: ΤΟΥ ΕΘΝΙΚΟΥ ΠΑΝΕΠΙΣΤΗΜΙΟΥ: [303, 1387, 539, 1403]
- headline: ΟΙ ΚΟΜΙΤΖΗΔΕΣ ΑΠΑΝΘΡΑΚΟΥΜΕΝΟΙ: [834, 368, 1253, 392]
- divider: [1283, 399, 1580, 400]
- ad-line: Μέλος τῆς Γαλλικῆς Ὀφθαλμολογικῆς Ἑταιρείας. Ἐν τῇ Ὀφθαλμολογικῇ Σχολῇ τοῦ Πανεπιστημίου Παρισίων σπουδάσας.: [564, 1413, 801, 1454]
- divider: [1283, 779, 1580, 780]
- ad-headline: ΟΦΘΑΛΜΩΝ: [614, 1496, 750, 1521]
- subheadline: ΝΑΥΤΙΚΗΣ ΟΛΛΑΝΔΙΚΗΣ ΣΧΟΛΗΣ: [33, 1038, 276, 1054]
- subcolumn-right: [1055, 676, 1268, 1908]
- headline: ΝΟΜΟΣΧΕΔΙΑ: [835, 707, 1017, 736]
- divider: [297, 608, 545, 609]
- paragraph: Ὁ κ. Γ. ΚΑΛΛΙΜΑΧΟΥΛΗΣ εἰδικὸς ἰατρὸς τῶν νοσημάτων τοῦ στόματος καὶ τῶν ὀδόντων ἐπέστρεψεν ἐκ Παρισίων μετὰ μακρὰς σπουδάς. Ὁδὸς Ἁγ. Κωνσταντίνου καὶ Μενάνδρου 8—10 π. μ. καὶ 2—5 μ. μ.: [559, 727, 806, 819]
- divider: [26, 152, 283, 153]
- paragraph: (Ἰδιαίτερον τηλεγράφημα τοῦ «Ἐμπρὸς») ΠΑΤΡΑΙ 24 Μαΐου. Φρικώδης σκηνὴ ἐγένετο εἰς τὸ χωρίον Μποσέϊκα τοῦ δήμου Ἀδιμῆς. Ὁ ὑπενωμοτάρχης κ. Δημ. Κοτσαρᾶς παρατηρήσας τὸν χωροφύλακα Ἀσημακόπουλον καὶ βίαιος δὲ ὁ χωροφύλαξ πυροβολήσας κατ' αὐτοῦ τὸν ἐφόνευσεν. Ὁ φονεὺς ἐφυγοδίκησεν.: [1283, 446, 1580, 553]
- headline: ΤΑΧΥΔΡΟΜΕΙΟΝ: [349, 1010, 493, 1029]
- paragraph: Τὸ νομοσχέδιον περὶ τῆς προμηθείας τῶν πλοίων ἔχει ὡς ἑξῆς: Ἄρθρον μόνον. Ἐπιτρέπεται εἰς τὸν ὑπουργὸν τῶν Ναυτικῶν ὅπως, τῇ συναινέσει τοῦ Ὑπουργικοῦ Συμβουλίου καὶ μετὰ γνωμοδότησιν τοῦ Ἀνωτάτου Ναυτικοῦ Συμβουλίου, προβῇ εἰς τὴν παραγγελίαν θωρηκτῶν καὶ ἀντιτορπιλλικῶν διὰ συμβάσεως συναφθησομένης ἐν τῷ ἐξωτερικῷ καὶ ἐπὶ τῇ βάσει τῶν ὑπὸ τῆς Κυβερνήσεως παρεχομένων πιστώσεων.: [820, 1435, 1032, 1651]
- paragraph: Οἱ ἐν Ἀμερικῇ συνδρομηταὶ τοῦ «Ἐμπρὸς» δύνανται νὰ ἐμβάζωσι τὴν συνδρομήν των πρὸς εὐκολίαν των, πρὸς τὸν ἀντιπρόσωπον μας κ. Ι. Ρουσόπουλον 38 Madison St N. York εἰδοποιοῦντες ἡμᾶς ἤ ἀπ' εὐθείας εἰς τὸ γραφεῖον μας.: [26, 159, 283, 265]
- ad-headline: ΜΕΛΙΣΣΟΚΟΜΙΚΗ ΕΦΗΜΕΡΙΣ: [313, 1939, 529, 1955]
- ad-headline: ΣΥΦΙΛΙΔΙΚΟΙ: [612, 1660, 752, 1685]
- subheadline: Ο ΑΡΙΘ. ΤΩΝ ΚΑΘΗΓΗΤΩΝ ΤΟΥ ΠΑΝΕΠΙΣΤΗΜΙΟΥ: [1073, 788, 1249, 815]
- divider: [559, 1247, 806, 1252]
- subheadline: ΕΚΑΤΟΜΜΥΡΙΑ ΕΠΙ ΕΚΑΤΟΜΜΥΡΙΩΝ: [83, 1621, 226, 1654]
- paragraph: Ὅπως εἴχομεν προαναγγείλει, χθὲς τὸ μεσημέρι κατέπλευσεν εἰς τὸν Φάληρον ἔμφορτον τὸ ὁλλανδικὸν ἐκπαιδευτικὸν πλοῖον «Friesland», τὸ ὁποῖον ἐχαιρέτισε τὴν Ἑλληνικὴν σημαίαν. Τὸ ὁλλανδικὸν σκάφος, τὸ ὁποῖον χρησιμεύει ὡς ναυτικὴ σχολή, ἐπιβαίνουν 500 πρόσωπα. Ἐπισκέπτεται κατόπιν τοὺς λιμένας τῆς Μεσογείου.: [26, 1054, 283, 1192]
- ad-line: Ἐν τῇ τελείᾳ ὀφθαλμολογικῇ τοῦ Κλινικῇ ἐφαρμόζων τὰς τελειοτέρας τῶν θεραπειῶν.: [564, 1522, 801, 1549]
- paragraph: Ἀνεχώρησεν αὐτοσχεδίως εἰς Ἀθήνας χθὲς μεσημβρίαν, ὅπως καταθέσῃ εἰς τὸν ἀνακριτὴν τὴν ἀπολογίαν του περὶ τῆς ἐξαφανίσεως τῶν χρημάτων. Ἡ ἀνάκρισις συνεχίζεται δραστηρίως.: [1283, 1016, 1580, 1077]
